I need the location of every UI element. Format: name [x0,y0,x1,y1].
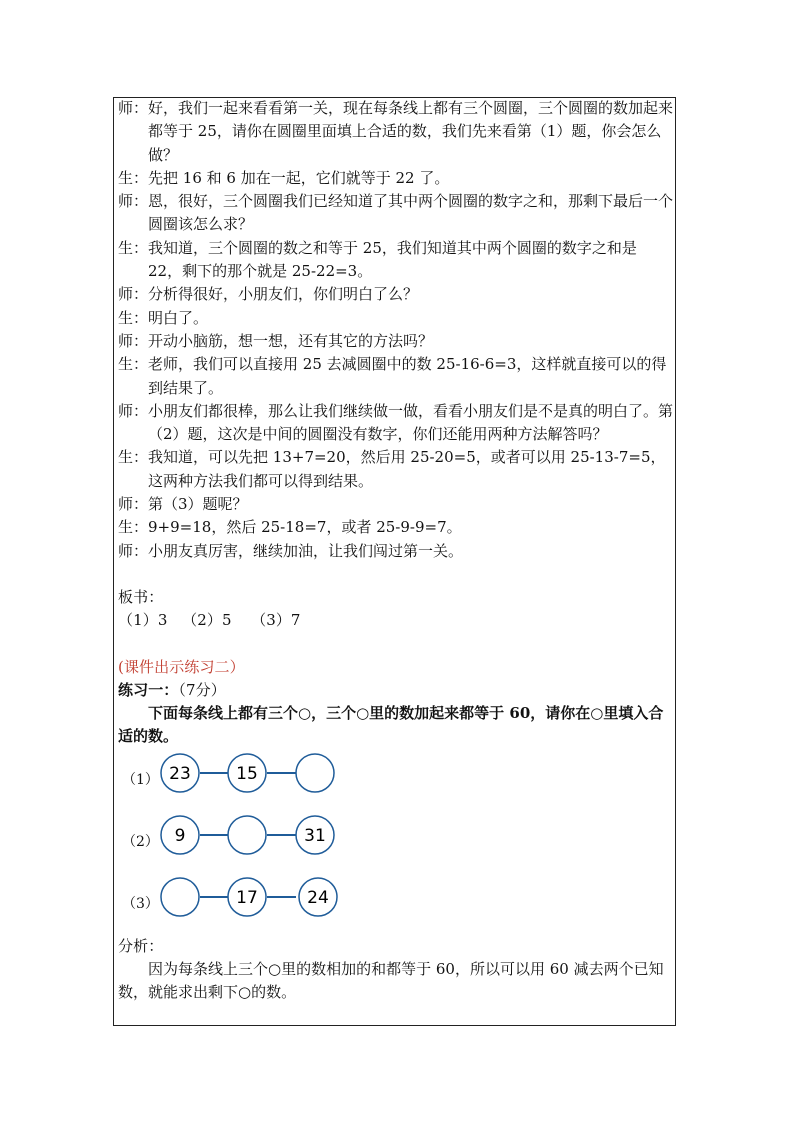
exercise-instruction: 下面每条线上都有三个○，三个○里的数加起来都等于 60，请你在○里填入合适的数。 [118,704,664,746]
speaker: 师： [118,99,149,117]
problem-label: （1） [122,771,159,788]
speaker: 师： [118,331,149,350]
problem-diagrams [118,749,674,935]
dialogue-line [118,307,674,330]
speaker: 生： [118,308,149,327]
utterance: 我知道，三个圆圈的数之和等于 25，我们知道其中两个圆圈的数字之和是 22，剩下的那个就是 25-22=3。 [148,238,637,281]
board-answer: （1）3 [118,611,168,630]
courseware-note: (课件出示练习二） [118,657,245,676]
analysis-text: 因为每条线上三个○里的数相加的和都等于 60，所以可以用 60 减去两个已知数，就能求出剩下○的数。 [118,960,664,1002]
dialogue-line [118,516,674,539]
circle-chain [118,813,358,857]
utterance: 好，我们一起来看看第一关，现在每条线上都有三个圆圈，三个圆圈的数加起来都等于 25，请你在圆圈里面填上合适的数，我们先来看第（1）题，你会怎么做？ [148,99,674,164]
board-answer: （2）5 [182,611,232,630]
speaker: 生： [118,168,149,187]
speaker: 师： [118,192,149,211]
utterance: 明白了。 [148,308,209,327]
dialogue-line [118,190,674,237]
speaker: 生： [118,518,149,537]
exercise-score: （7分） [178,680,226,699]
dialogue-line [118,330,674,353]
number-circle [296,754,334,792]
circle-value: 9 [174,825,186,846]
dialogue-line [118,97,674,167]
utterance: 分析得很好，小朋友们，你们明白了么？ [148,285,419,304]
utterance: 小朋友真厉害，继续加油，让我们闯过第一关。 [148,541,464,560]
number-circle [228,816,266,854]
speaker: 师： [118,541,149,560]
utterance: 开动小脑筋，想一想，还有其它的方法吗？ [148,331,434,350]
utterance: 恩，很好，三个圆圈我们已经知道了其中两个圆圈的数字之和，那剩下最后一个圆圈该怎么求？ [148,192,674,234]
problem-label: （2） [122,833,159,850]
speaker: 师： [118,285,149,304]
dialogue [118,97,674,563]
utterance: 第（3）题呢？ [148,495,248,514]
utterance: 我知道，可以先把 13+7=20，然后用 25-20=5，或者可以用 25-13-7=5，这两种方法我们都可以得到结果。 [148,448,666,490]
circle-value: 31 [304,825,326,846]
speaker: 生： [118,448,149,467]
circle-value: 17 [236,887,258,908]
dialogue-line [118,353,674,400]
board-answer: （3）7 [251,611,301,630]
speaker: 师： [118,401,149,420]
utterance: 9+9=18，然后 25-18=7，或者 25-9-9=7。 [148,518,462,537]
dialogue-line [118,493,674,516]
number-circle [161,878,199,916]
lesson-content [118,97,674,1005]
analysis-title: 分析： [118,936,164,955]
speaker: 生： [118,238,149,257]
exercise-heading: 练习一： [118,680,179,699]
utterance: 老师，我们可以直接用 25 去减圆圈中的数 25-16-6=3，这样就直接可以的得到结果了。 [148,355,667,397]
utterance: 先把 16 和 6 加在一起，它们就等于 22 了。 [148,168,450,187]
problem-3 [118,875,358,919]
circle-chain [118,751,358,795]
dialogue-line [118,540,674,563]
dialogue-line [118,237,674,284]
dialogue-line [118,167,674,190]
problem-2 [118,813,358,857]
dialogue-line [118,400,674,447]
problem-label: （3） [122,895,159,912]
utterance: 小朋友们都很棒，那么让我们继续做一做，看看小朋友们是不是真的明白了。第（2）题，这次是中间的圆圈没有数字，你们还能用两种方法解答吗？ [148,401,674,444]
circle-value: 15 [236,763,258,784]
dialogue-line [118,446,674,493]
dialogue-line [118,283,674,306]
circle-chain [118,875,358,919]
board-answers [118,609,674,632]
circle-value: 24 [307,887,329,908]
exercise-heading-row [118,679,674,702]
problem-1 [118,751,358,795]
speaker: 师： [118,495,149,514]
circle-value: 23 [169,763,191,784]
board-title: 板书： [118,587,164,606]
speaker: 生： [118,355,149,374]
